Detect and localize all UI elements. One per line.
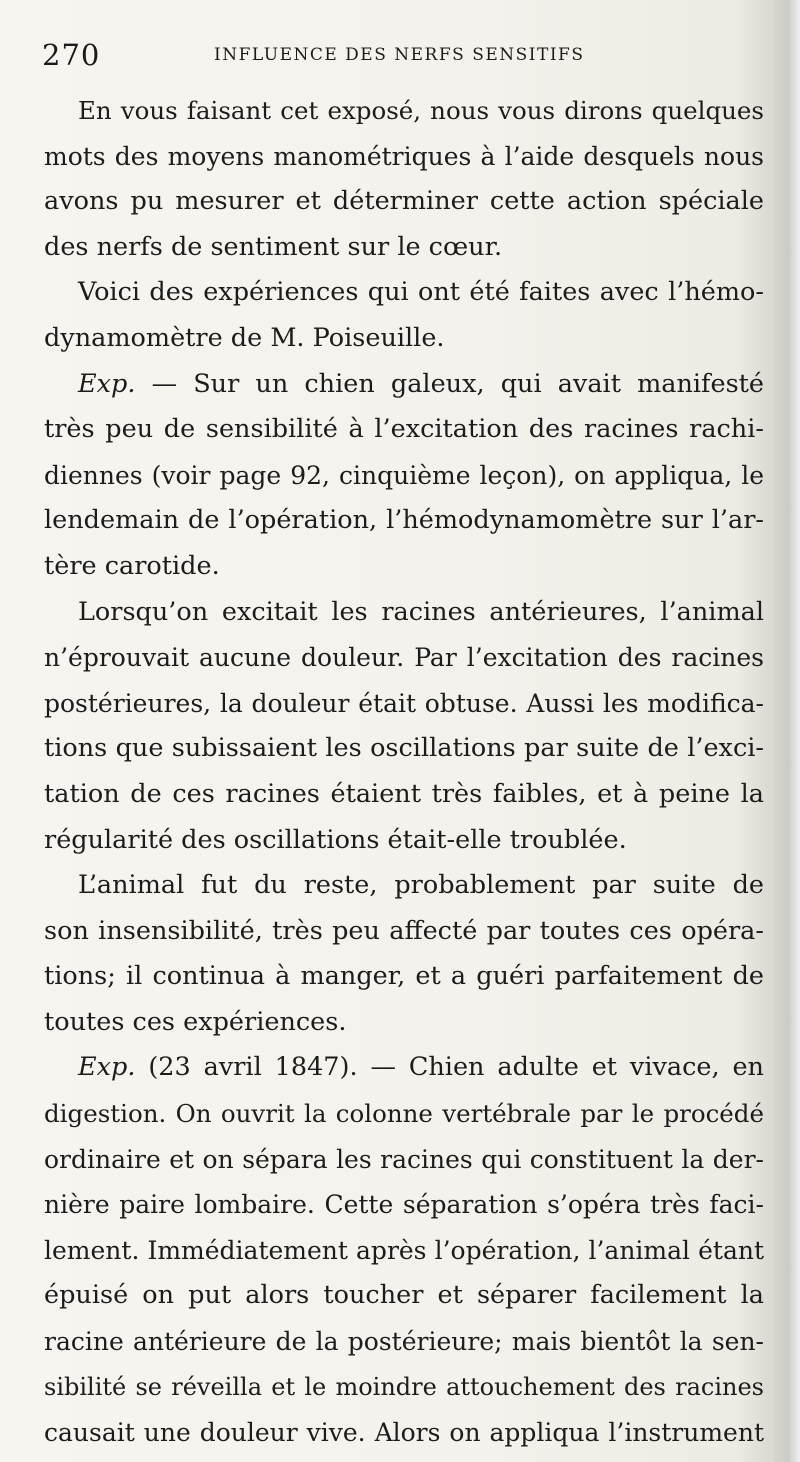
text-line	[44, 1410, 764, 1456]
text-line	[44, 1365, 764, 1411]
line-text: (23 avril 1847). — Chien adulte et vivace, en	[135, 1052, 764, 1083]
line-text: tère carotide.	[44, 550, 220, 581]
text-line	[44, 772, 764, 818]
line-text: tions que subissaient les oscillations par suite de l’exci-	[44, 733, 764, 764]
text-line	[44, 1182, 764, 1228]
line-text: nière paire lombaire. Cette séparation s’opéra très faci-	[44, 1190, 764, 1220]
page-number: 270	[42, 38, 101, 72]
line-text: sibilité se réveilla et le moindre attouchement des racines	[44, 1372, 764, 1401]
line-text: son insensibilité, très peu affecté par toutes ces opéra-	[44, 915, 764, 946]
line-text: avons pu mesurer et déterminer cette action spéciale	[44, 186, 764, 217]
page-header	[42, 38, 762, 78]
text-line	[44, 1137, 764, 1183]
line-text: racine antérieure de la postérieure; mais bientôt la sen-	[44, 1327, 764, 1357]
line-text: n’éprouvait aucune douleur. Par l’excitation des racines	[44, 643, 764, 673]
text-line	[44, 1228, 764, 1274]
text-line	[44, 453, 764, 499]
line-text: des nerfs de sentiment sur le cœur.	[44, 231, 503, 262]
line-text: lement. Immédiatement après l’opération, l’animal étant	[44, 1235, 764, 1265]
line-text: L’animal fut du reste, probablement par suite de	[78, 870, 764, 901]
text-line	[44, 1273, 764, 1319]
text-line	[44, 818, 764, 864]
text-line	[44, 1045, 764, 1091]
text-line	[44, 270, 764, 316]
text-line	[44, 134, 764, 180]
line-text: diennes (voir page 92, cinquième leçon), on appliqua, le	[44, 460, 764, 490]
text-line	[44, 681, 764, 727]
line-text: tions; il continua à manger, et a guéri parfaitement de	[44, 961, 764, 992]
line-text: Voici des expériences qui ont été faites avec l’hémo-	[78, 277, 764, 308]
line-text: dynamomètre de M. Poiseuille.	[44, 322, 445, 353]
text-line	[44, 179, 764, 225]
body-text	[44, 88, 764, 1456]
line-text: causait une douleur vive. Alors on appliqua l’instrument	[44, 1418, 764, 1448]
line-text: très peu de sensibilité à l’excitation des racines rachi-	[44, 414, 764, 445]
experiment-label: Exp.	[78, 1052, 136, 1083]
line-text: digestion. On ouvrit la colonne vertébrale par le procédé	[44, 1099, 764, 1129]
text-line	[44, 1091, 764, 1137]
line-text: toutes ces expériences.	[44, 1006, 347, 1037]
line-text: ordinaire et on sépara les racines qui constituent la der-	[44, 1144, 764, 1174]
line-text: épuisé on put alors toucher et séparer facilement la	[44, 1280, 764, 1311]
text-line	[44, 909, 764, 955]
experiment-label: Exp.	[78, 368, 136, 399]
line-text: — Sur un chien galeux, qui avait manifesté	[135, 368, 764, 399]
line-text: lendemain de l’opération, l’hémodynamomètre sur l’ar-	[44, 505, 764, 536]
line-text: Lorsqu’on excitait les racines antérieures, l’animal	[78, 596, 764, 627]
text-line	[44, 1319, 764, 1365]
text-line	[44, 1000, 764, 1046]
running-head: INFLUENCE DES NERFS SENSITIFS	[214, 45, 585, 65]
line-text: mots des moyens manométriques à l’aide desquels nous	[44, 141, 764, 171]
text-line	[44, 544, 764, 590]
page-edge-shadow	[774, 0, 800, 1462]
text-line	[44, 726, 764, 772]
text-line	[44, 863, 764, 909]
text-line	[44, 954, 764, 1000]
text-line	[44, 362, 764, 408]
text-line	[44, 590, 764, 636]
text-line	[44, 407, 764, 453]
line-text: En vous faisant cet exposé, nous vous dirons quelques	[78, 96, 764, 125]
text-line	[44, 88, 764, 134]
text-line	[44, 316, 764, 362]
text-line	[44, 635, 764, 681]
line-text: tation de ces racines étaient très faibles, et à peine la	[44, 778, 764, 809]
text-line	[44, 225, 764, 271]
line-text: postérieures, la douleur était obtuse. Aussi les modifica-	[44, 688, 764, 718]
text-line	[44, 498, 764, 544]
line-text: régularité des oscillations était-elle troublée.	[44, 824, 627, 855]
